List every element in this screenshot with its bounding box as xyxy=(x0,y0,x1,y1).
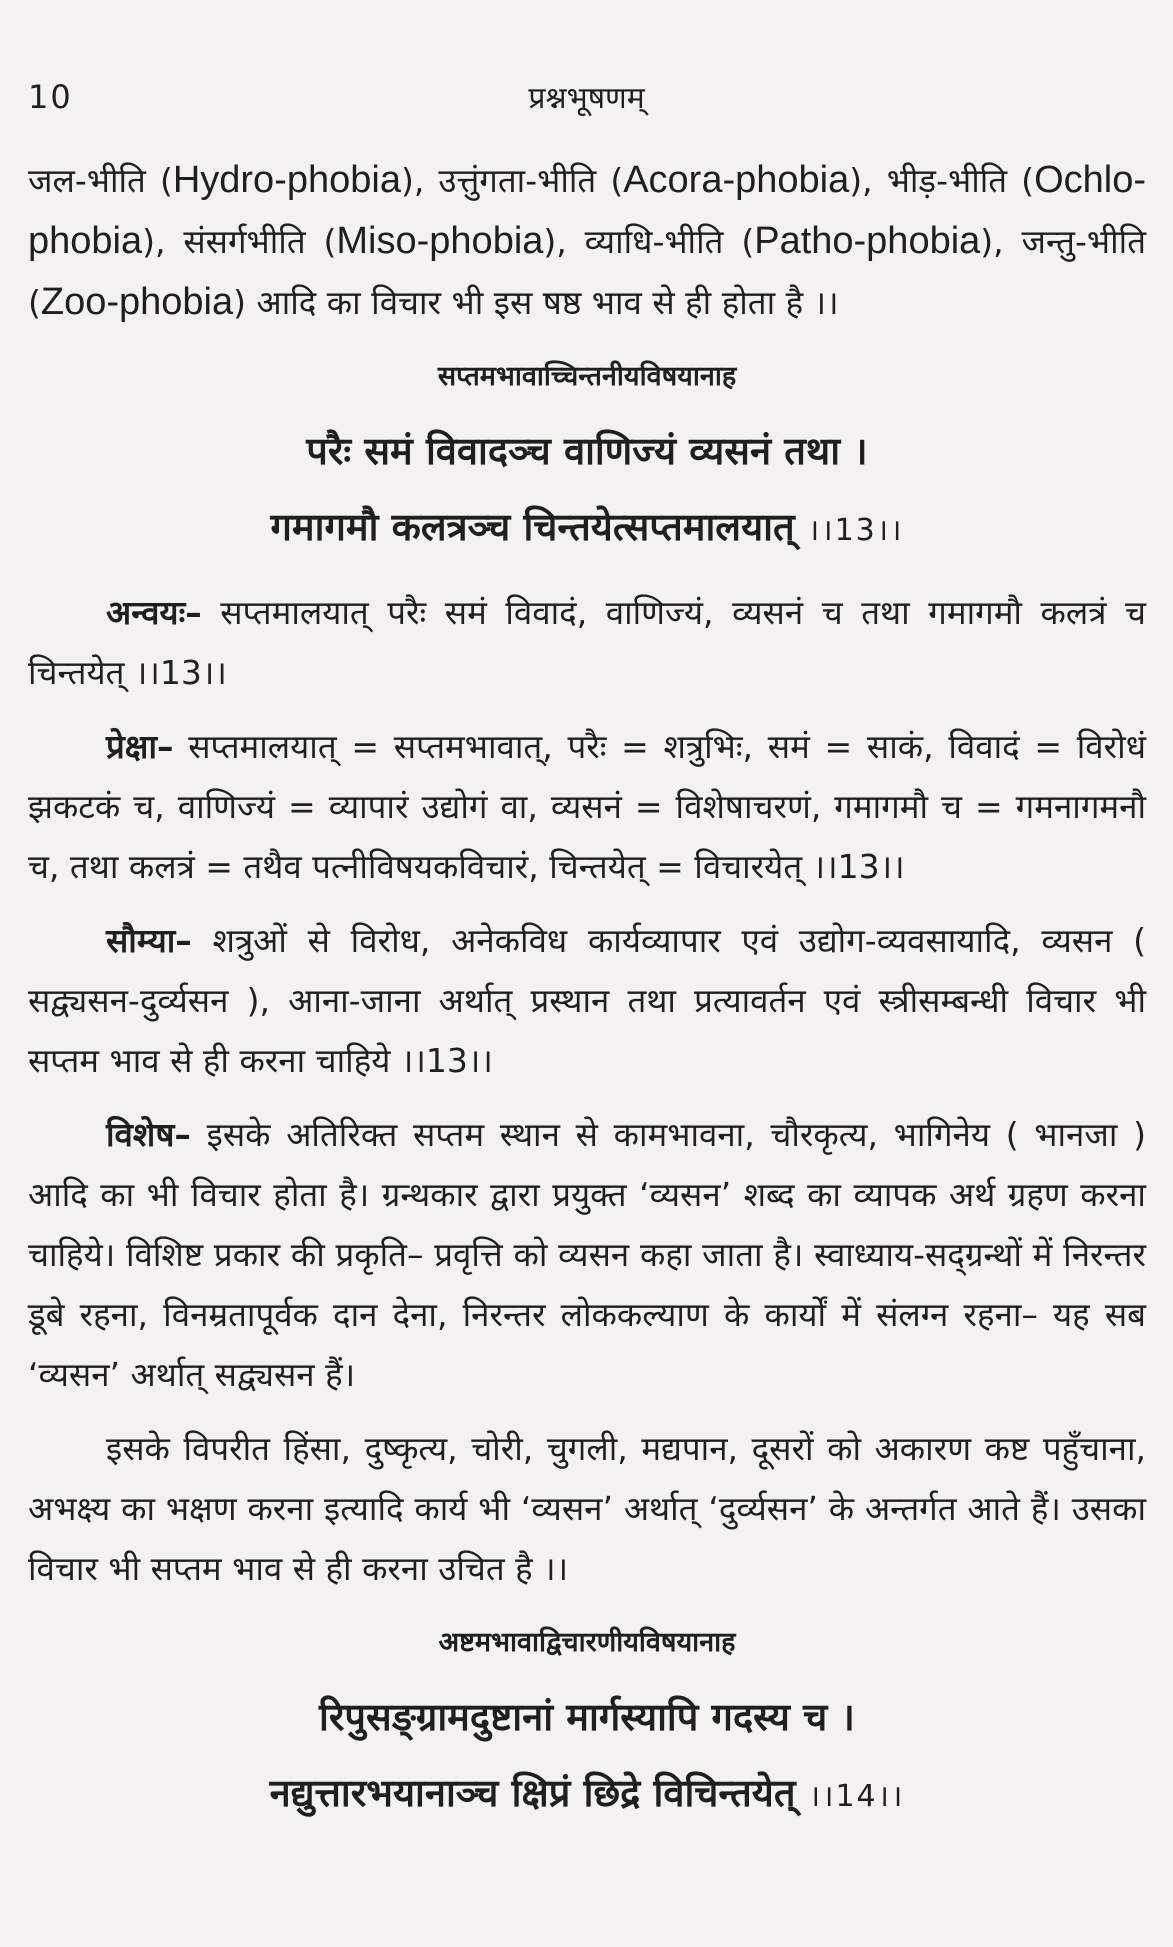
verse-number: ।।13।। xyxy=(807,513,904,548)
intro-text: ), भीड़-भीति ( xyxy=(849,161,1035,200)
intro-text: ), व्याधि-भीति ( xyxy=(543,222,755,261)
preksha-paragraph xyxy=(28,717,1146,897)
verse-line xyxy=(28,489,1146,569)
anvaya-text: सप्तमालयात् परैः समं विवादं, वाणिज्यं, व्यसनं च तथा गमागमौ कलत्रं च चिन्तयेत् ।।13।। xyxy=(28,593,1146,692)
section-heading-8: अष्टमभावाद्विचारणीयविषयानाह xyxy=(438,1627,736,1658)
phobia-term: Acora-phobia xyxy=(623,159,850,201)
saumya-paragraph xyxy=(28,911,1146,1091)
page-body xyxy=(28,150,1146,1835)
vishesh-text: इसके अतिरिक्त सप्तम स्थान से कामभावना, चौरकृत्य, भागिनेय ( भानजा ) आदि का भी विचार होता है। ग्रन्थकार द्वारा प्रयुक्त ‘व्यसन’ शब्द का व्यापक अर्थ ग्रहण करना चाहिये। विशिष्ट प्रकार की प्रकृति– प्रवृत्ति को व्यसन कहा जाता है। स्वाध्याय-सद्ग्रन्थों में निरन्तर डूबे रहना, विनम्रतापूर्वक दान देना, निरन्तर लोककल्याण के कार्यों में संलग्न रहना– यह सब ‘व्यसन’ अर्थात् सद्व्यसन हैं। xyxy=(28,1115,1146,1394)
phobia-term: Miso-phobia xyxy=(336,220,544,262)
verse-line: परैः समं विवादञ्च वाणिज्यं व्यसनं तथा । xyxy=(306,429,868,473)
section-heading-7: सप्तमभावाच्चिन्तनीयविषयानाह xyxy=(437,361,737,392)
intro-text: ), जन्तु-भीति ( xyxy=(28,222,1146,322)
verse-13 xyxy=(28,413,1146,569)
vishesh-label: विशेष– xyxy=(106,1115,191,1154)
phobia-term: Ochlo-phobia xyxy=(28,159,1146,262)
phobia-term: Patho-phobia xyxy=(754,220,981,262)
anvaya-label: अन्वयः– xyxy=(106,593,202,632)
intro-text: जल-भीति ( xyxy=(28,161,173,200)
phobia-term: Hydro-phobia xyxy=(172,159,401,201)
vishesh-paragraph xyxy=(28,1105,1146,1405)
preksha-label: प्रेक्षा– xyxy=(106,727,174,766)
phobia-term: Zoo-phobia xyxy=(40,281,234,323)
contrary-paragraph: इसके विपरीत हिंसा, दुष्कृत्य, चोरी, चुगली, मद्यपान, दूसरों को अकारण कष्ट पहुँचाना, अभक्ष्य का भक्षण करना इत्यादि कार्य भी ‘व्यसन’ अर्थात् ‘दुर्व्यसन’ के अन्तर्गत आते हैं। उसका विचार भी सप्तम भाव से ही करना उचित है ।। xyxy=(28,1429,1146,1588)
saumya-label: सौम्या– xyxy=(106,921,192,960)
verse-line xyxy=(28,1755,1146,1835)
verse-line: रिपुसङ्ग्रामदुष्टानां मार्गस्यापि गदस्य च । xyxy=(319,1695,855,1739)
page-number: 10 xyxy=(28,78,73,116)
verse-number: ।।14।। xyxy=(808,1779,905,1814)
intro-paragraph xyxy=(28,150,1146,333)
saumya-text: शत्रुओं से विरोध, अनेकविध कार्यव्यापार एवं उद्योग-व्यवसायादि, व्यसन ( सद्व्यसन-दुर्व्यसन ), आना-जाना अर्थात् प्रस्थान तथा प्रत्यावर्तन एवं स्त्रीसम्बन्धी विचार भी सप्तम भाव से ही करना चाहिये ।।13।। xyxy=(28,921,1146,1080)
running-head-title: प्रश्नभूषणम् xyxy=(528,81,645,116)
intro-text: ), संसर्गभीति ( xyxy=(142,222,337,261)
intro-text: ), उत्तुंगता-भीति ( xyxy=(400,161,624,200)
verse-line-text: गमागमौ कलत्रञ्च चिन्तयेत्सप्तमालयात् xyxy=(270,505,795,549)
preksha-text: सप्तमालयात् = सप्तमभावात्, परैः = शत्रुभिः, समं = साकं, विवादं = विरोधं झकटकं च, वाणिज्यं = व्यापारं उद्योगं वा, व्यसनं = विशेषाचरणं, गमागमौ च = गमनागमनौ च, तथा कलत्रं = तथैव पत्नीविषयकविचारं, चिन्तयेत् = विचारयेत् ।।13।। xyxy=(28,727,1146,886)
verse-14 xyxy=(28,1679,1146,1835)
intro-text: ) आदि का विचार भी इस षष्ठ भाव से ही होता है ।। xyxy=(233,283,839,322)
verse-line-text: नद्युत्तारभयानाञ्च क्षिप्रं छिद्रे विचिन्तयेत् xyxy=(269,1771,796,1815)
anvaya-paragraph xyxy=(28,583,1146,703)
